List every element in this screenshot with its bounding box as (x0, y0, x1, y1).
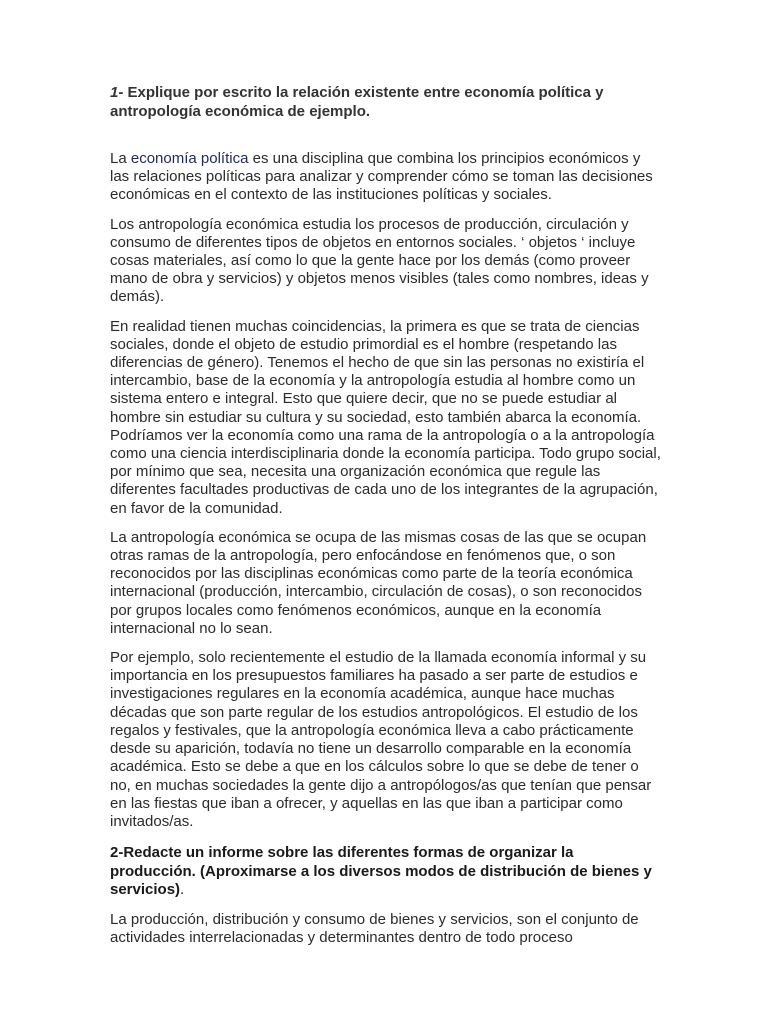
question-1-number: 1 (110, 84, 119, 101)
question-1-heading (110, 84, 662, 121)
question-1-text: - Explique por escrito la relación existente entre economía política y antropología económica de ejemplo. (110, 84, 604, 120)
paragraph-ejemplo: Por ejemplo, solo recientemente el estudio de la llamada economía informal y su importancia en los presupuestos familiares ha pasado a ser parte de estudios e investigaciones regulares en la economía académica, aunque hace muchas décadas que son parte regular de los estudios antropológicos. El estudio de los regalos y festivales, que la antropología económica lleva a cabo prácticamente desde su aparición, todavía no tiene un desarrollo comparable en la economía académica. Esto se debe a que en los cálculos sobre lo que se debe de tener o no, en muchas sociedades la gente dijo a antropólogos/as que tenían que pensar en las fiestas que iban a ofrecer, y aquellas en las que iban a participar como invitados/as. (110, 649, 652, 830)
paragraph-economia-politica (110, 150, 662, 205)
question-2-trailing: . (180, 881, 185, 899)
paragraph-1-suffix: es una disciplina que combina los principios económicos y las relaciones políticas para analizar y comprender cómo se toman las decisiones económicas en el contexto de las instituciones políticas y sociales. (110, 150, 653, 204)
document-page (110, 84, 662, 947)
economia-politica-link[interactable]: economía política (130, 150, 249, 167)
paragraph-coincidencias: En realidad tienen muchas coincidencias, la primera es que se trata de ciencias sociales, donde el objeto de estudio primordial es el hombre (respetando las diferencias de género). Tenemos el hecho de que sin las personas no existiría el intercambio, base de la economía y la antropología estudia al hombre como un sistema entero e integral. Esto que quiere decir, que no se puede estudiar al hombre sin estudiar su cultura y su sociedad, esto también abarca la economía. Podríamos ver la economía como una rama de la antropología o a la antropología como una ciencia interdisciplinaria donde la economía participa. Todo grupo social, por mínimo que sea, necesita una organización económica que regule las diferentes facultades productivas de cada uno de los integrantes de la agrupación, en favor de la comunidad. (110, 317, 661, 517)
paragraph-produccion: La producción, distribución y consumo de bienes y servicios, son el conjunto de actividades interrelacionadas y determinantes dentro de todo proceso (110, 910, 639, 946)
paragraph-ramas-antropologia: La antropología económica se ocupa de las mismas cosas de las que se ocupan otras ramas de la antropología, pero enfocándose en fenómenos que, o son reconocidos por las disciplinas económicas como parte de la teoría económica internacional (producción, intercambio, circulación de cosas), o son reconocidos por grupos locales como fenómenos económicos, aunque en la economía internacional no lo sean. (110, 528, 647, 637)
paragraph-antropologia-economica: Los antropología económica estudia los procesos de producción, circulación y consumo de diferentes tipos de objetos en entornos sociales. ‘ objetos ‘ incluye cosas materiales, así como lo que la gente hace por los demás (como proveer mano de obra y servicios) y objetos menos visibles (tales como nombres, ideas y demás). (110, 215, 649, 306)
question-2-text: 2-Redacte un informe sobre las diferentes formas de organizar la producción. (Aproximarse a los diversos modos de distribución de bienes y servicios) (110, 844, 652, 899)
paragraph-1-prefix: La (110, 150, 131, 167)
question-2-heading (110, 844, 662, 900)
